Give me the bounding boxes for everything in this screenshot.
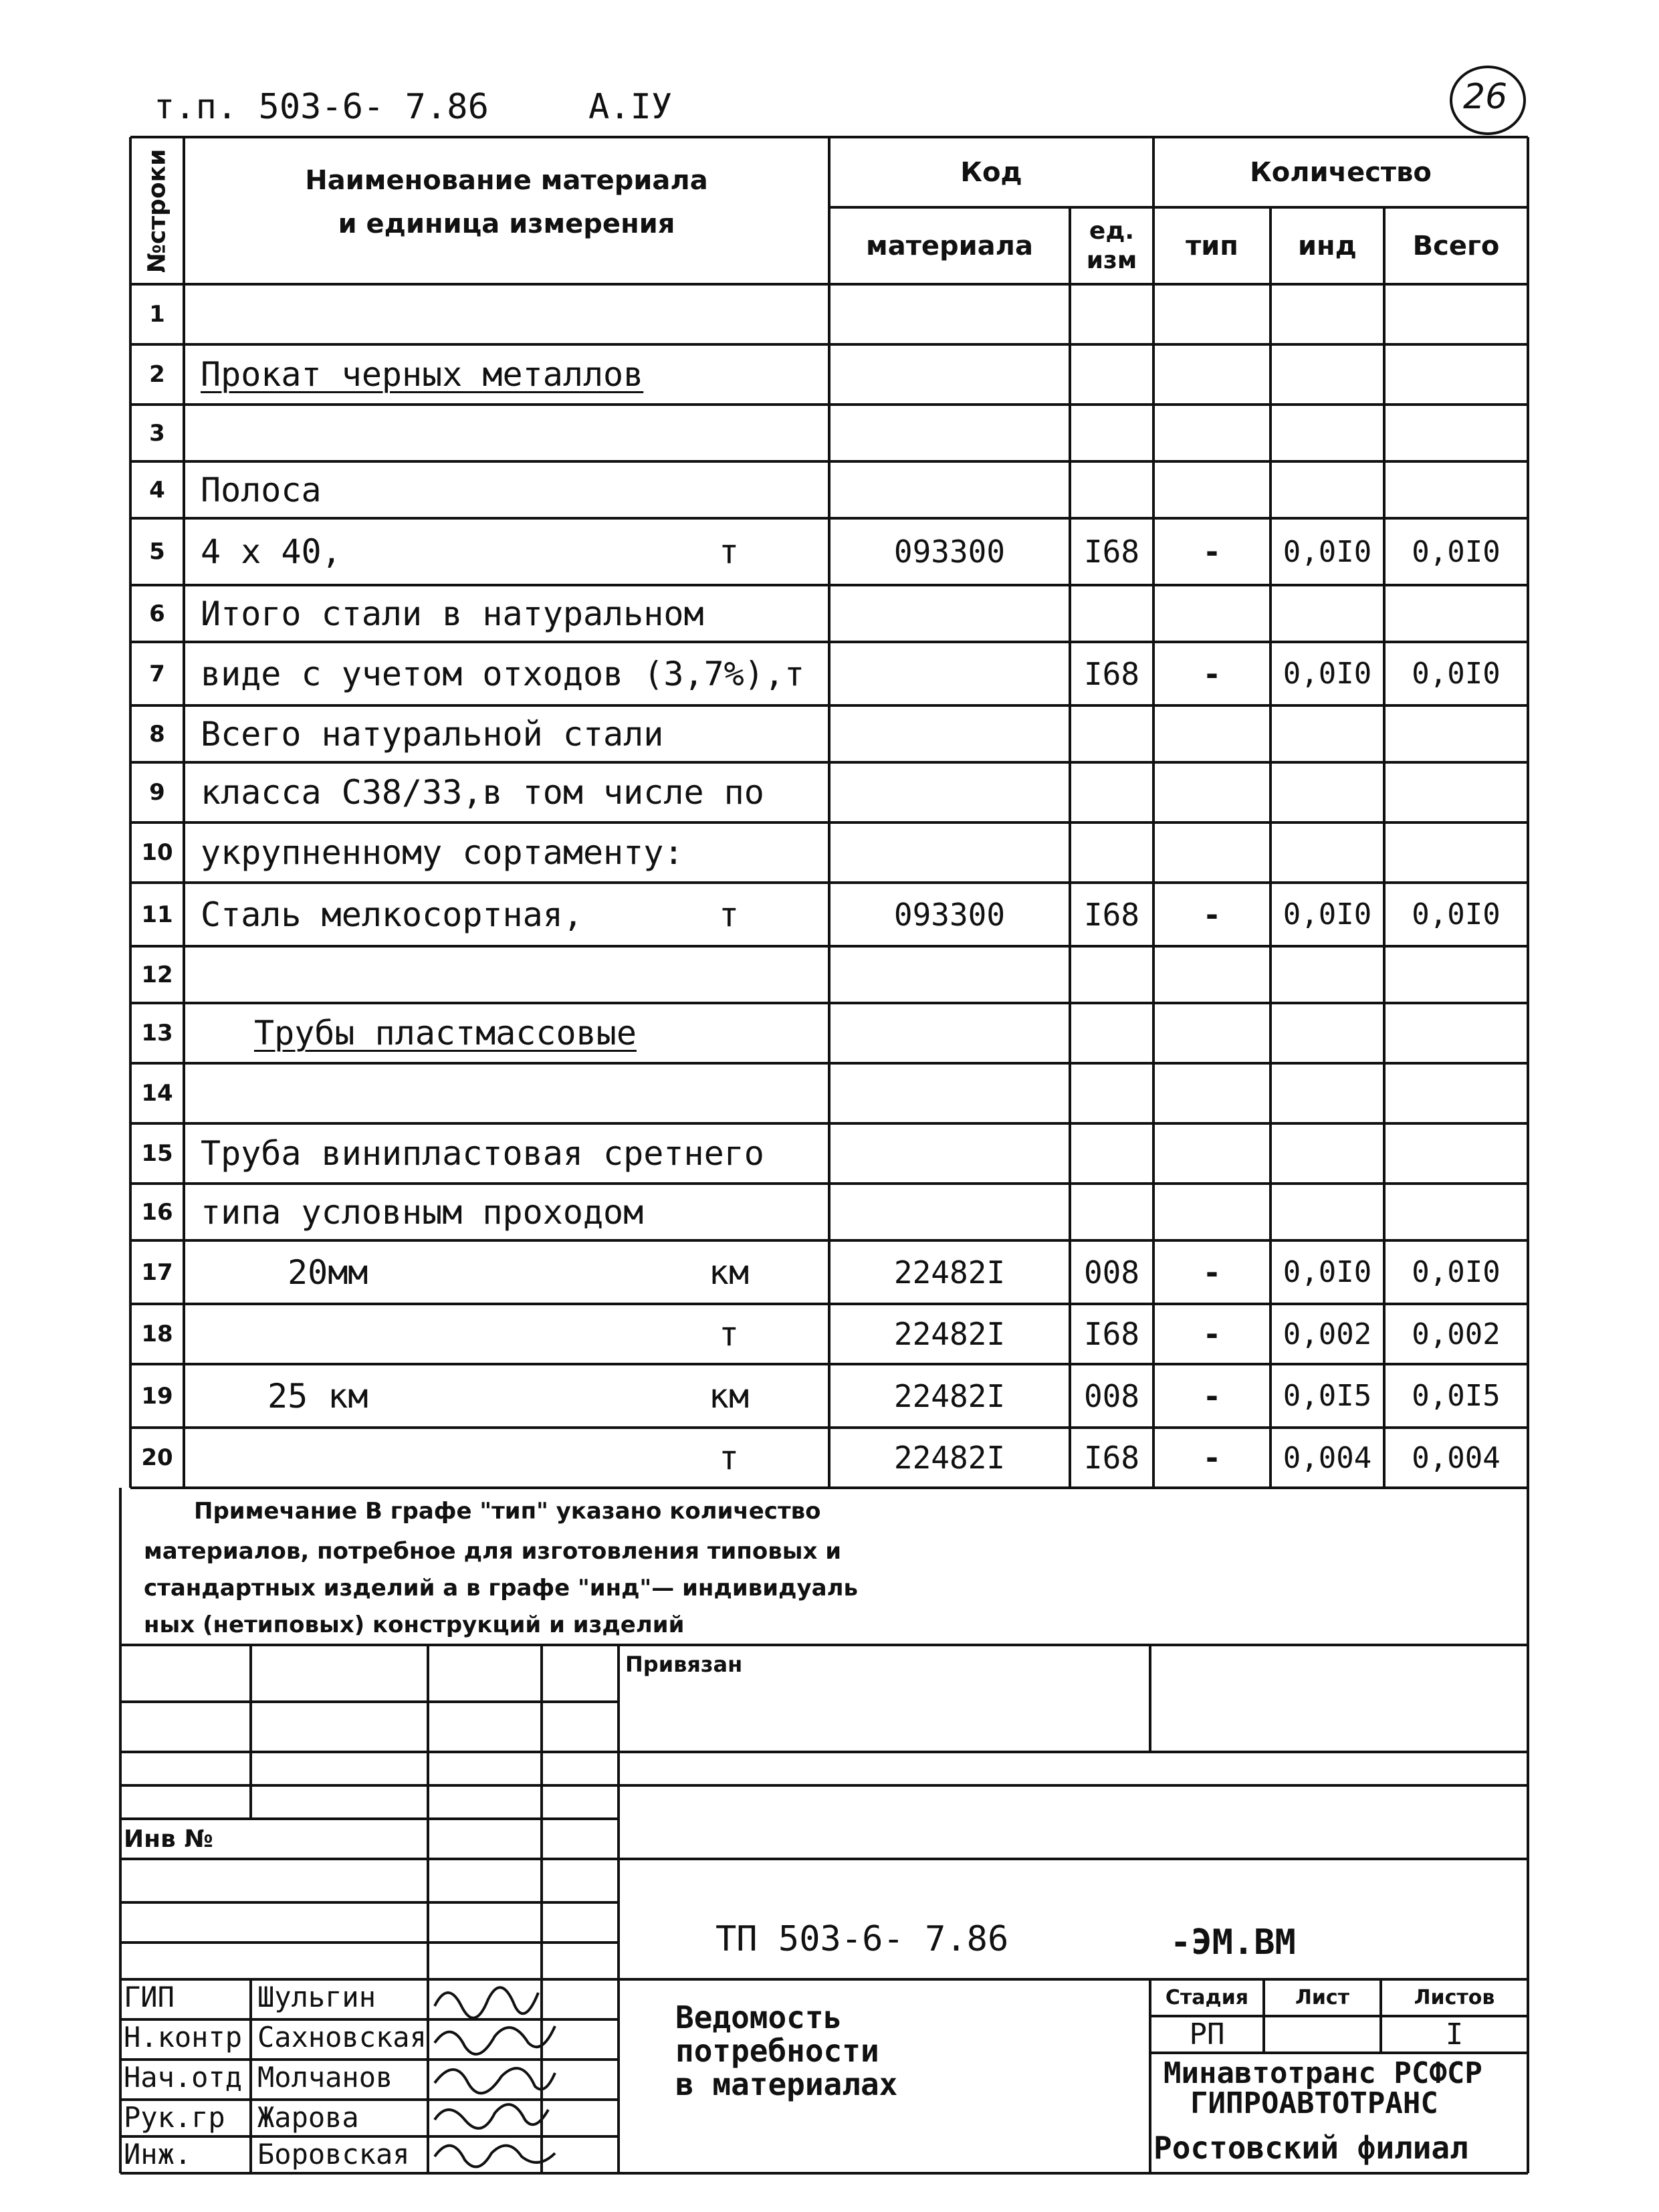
row-number: 19 [141, 1382, 173, 1410]
signature-2 [435, 2026, 555, 2054]
staff-name: Шульгин [257, 1981, 376, 2013]
material-name: Итого стали в натуральном [201, 594, 704, 633]
material-name: укрупненному сортаменту: [201, 833, 684, 872]
material-code: 22482I [893, 1254, 1006, 1291]
material-code [829, 946, 1070, 1003]
qty-type [1153, 461, 1270, 518]
qty-ind [1270, 1123, 1384, 1184]
material-unit-label [682, 946, 776, 1003]
title-line-1: Ведомость [675, 1999, 843, 2035]
qty-type: - [1202, 534, 1222, 570]
material-name: Трубы пластмассовые [254, 1014, 637, 1053]
signature-3 [435, 2068, 555, 2093]
material-unit-label [682, 642, 776, 705]
unit-code [1070, 1063, 1153, 1123]
material-unit-label [682, 1123, 776, 1184]
material-unit-label [682, 762, 776, 822]
unit-code [1070, 705, 1153, 762]
qty-total: 0,004 [1412, 1440, 1501, 1475]
qty-ind [1270, 344, 1384, 405]
qty-total [1384, 461, 1528, 518]
material-name: Труба винипластовая сретнего [201, 1134, 764, 1173]
material-code [829, 284, 1070, 344]
material-code: 22482I [893, 1316, 1006, 1352]
column-header-quantity: Количество [1250, 156, 1432, 188]
row-number: 9 [149, 779, 165, 806]
qty-type: - [1202, 1377, 1222, 1414]
note-line-4: ных (нетиповых) конструкций и изделий [144, 1612, 685, 1638]
material-name: 25 км [267, 1376, 368, 1416]
qty-total [1384, 585, 1528, 642]
material-unit-label: км [708, 1376, 750, 1416]
staff-name: Сахновская [257, 2021, 427, 2054]
row-number: 8 [149, 720, 165, 748]
signature-1 [435, 1987, 538, 2018]
qty-type: - [1202, 1440, 1222, 1476]
unit-code [1070, 284, 1153, 344]
signature-5 [435, 2146, 555, 2167]
material-code [829, 461, 1070, 518]
material-name: 20мм [288, 1252, 368, 1292]
designation: ТП 503-6- 7.86 [715, 1919, 1009, 1959]
column-header-total: Всего [1412, 230, 1500, 261]
material-code: 093300 [893, 534, 1006, 570]
material-code [829, 1184, 1070, 1240]
row-number: 1 [149, 301, 165, 328]
qty-ind [1270, 1184, 1384, 1240]
qty-total [1384, 705, 1528, 762]
material-name: 4 х 40, [201, 532, 342, 571]
material-code [829, 1063, 1070, 1123]
stage-value: РП [1189, 2017, 1225, 2052]
org-line-3: Ростовский филиал [1153, 2130, 1468, 2166]
row-number: 10 [141, 839, 173, 866]
column-header-row-number: №строки [143, 148, 171, 273]
stage-label: Стадия [1165, 1986, 1249, 2009]
staff-name: Молчанов [257, 2061, 393, 2094]
qty-type: - [1202, 1316, 1222, 1352]
unit-code [1070, 405, 1153, 461]
qty-total: 0,002 [1412, 1317, 1501, 1351]
sheet-label: Лист [1295, 1986, 1350, 2009]
material-name: класса С38/33,в том числе по [201, 773, 764, 812]
qty-type [1153, 284, 1270, 344]
qty-type [1153, 585, 1270, 642]
material-unit-label: км [708, 1252, 750, 1292]
staff-role: Рук.гр [124, 2101, 225, 2134]
column-header-ind: инд [1298, 230, 1357, 261]
material-unit-label: т [718, 1315, 740, 1353]
material-name: виде с учетом отходов (3,7%),т [201, 654, 805, 693]
material-name: Полоса [201, 470, 322, 510]
qty-total [1384, 405, 1528, 461]
qty-ind [1270, 405, 1384, 461]
unit-code [1070, 762, 1153, 822]
material-name: типа условным проходом [201, 1192, 644, 1232]
qty-total: 0,0I5 [1412, 1379, 1501, 1413]
unit-code: I68 [1083, 534, 1140, 570]
material-code: 22482I [893, 1440, 1006, 1476]
unit-code [1070, 1184, 1153, 1240]
qty-ind [1270, 705, 1384, 762]
unit-code: I68 [1083, 1316, 1140, 1352]
unit-code [1070, 822, 1153, 883]
material-code [829, 344, 1070, 405]
material-unit-label [682, 1003, 776, 1063]
doc-reference: т.п. 503-6- 7.86 [154, 87, 489, 127]
qty-type [1153, 1003, 1270, 1063]
qty-total [1384, 344, 1528, 405]
material-name: Всего натуральной стали [201, 714, 664, 754]
qty-type: - [1202, 655, 1222, 692]
material-unit-label [682, 461, 776, 518]
staff-role: Инж. [124, 2138, 192, 2171]
row-number: 3 [149, 419, 165, 447]
qty-ind [1270, 822, 1384, 883]
qty-total: 0,0I0 [1412, 897, 1501, 931]
material-unit-label: т [718, 532, 740, 571]
qty-type [1153, 1123, 1270, 1184]
qty-type [1153, 822, 1270, 883]
qty-type [1153, 405, 1270, 461]
unit-code [1070, 344, 1153, 405]
designation-suffix: -ЭМ.ВМ [1170, 1922, 1296, 1963]
row-number: 18 [141, 1321, 173, 1347]
column-header-name-line1: Наименование материала [305, 165, 708, 196]
unit-code: 008 [1083, 1377, 1140, 1414]
unit-code: I68 [1083, 896, 1140, 933]
row-number: 4 [149, 476, 165, 504]
staff-name: Боровская [257, 2138, 410, 2171]
material-code [829, 705, 1070, 762]
material-code [829, 822, 1070, 883]
material-unit-label [682, 405, 776, 461]
material-code [829, 762, 1070, 822]
row-number: 11 [141, 901, 173, 928]
qty-total: 0,0I0 [1412, 534, 1501, 569]
material-code [829, 1123, 1070, 1184]
row-number: 5 [149, 538, 165, 565]
row-number: 16 [141, 1198, 173, 1226]
qty-total [1384, 946, 1528, 1003]
row-number: 13 [141, 1020, 173, 1046]
album-number: А.IУ [588, 87, 673, 127]
org-line-1: Минавтотранс РСФСР [1164, 2056, 1482, 2090]
qty-ind [1270, 946, 1384, 1003]
qty-type [1153, 705, 1270, 762]
inv-number-label: Инв № [124, 1826, 213, 1853]
column-header-unit: ед. изм [1086, 217, 1137, 274]
qty-ind: 0,0I0 [1283, 657, 1372, 691]
qty-ind [1270, 1003, 1384, 1063]
material-code: 22482I [893, 1377, 1006, 1414]
org-line-2: ГИПРОАВТОТРАНС [1190, 2086, 1438, 2120]
page-number: 26 [1463, 77, 1508, 117]
qty-type: - [1202, 1254, 1222, 1291]
material-name: Прокат черных металлов [201, 355, 644, 394]
qty-type: - [1202, 896, 1222, 933]
unit-code [1070, 1003, 1153, 1063]
staff-name: Жарова [257, 2101, 359, 2134]
qty-ind [1270, 762, 1384, 822]
qty-total [1384, 1003, 1528, 1063]
row-number: 15 [141, 1140, 173, 1167]
unit-code [1070, 1123, 1153, 1184]
qty-ind: 0,0I0 [1283, 897, 1372, 931]
material-unit-label [682, 705, 776, 762]
qty-type [1153, 344, 1270, 405]
unit-code: 008 [1083, 1254, 1140, 1291]
material-unit-label: т [718, 1438, 740, 1477]
staff-role: Нач.отд [124, 2061, 243, 2094]
sheets-label: Листов [1414, 1986, 1495, 2009]
qty-ind: 0,0I0 [1283, 1255, 1372, 1289]
unit-code [1070, 461, 1153, 518]
staff-role: ГИП [124, 1981, 175, 2013]
row-number: 7 [149, 660, 165, 687]
signature-4 [435, 2104, 548, 2128]
qty-ind [1270, 284, 1384, 344]
material-code [829, 585, 1070, 642]
qty-total [1384, 1123, 1528, 1184]
qty-ind: 0,004 [1283, 1440, 1372, 1475]
material-unit-label: т [718, 895, 740, 934]
material-code [829, 405, 1070, 461]
qty-type [1153, 1184, 1270, 1240]
privyazan-label: Привязан [625, 1652, 743, 1677]
column-header-material-code: материала [866, 230, 1033, 261]
row-number: 17 [141, 1258, 173, 1286]
column-header-code: Код [960, 156, 1022, 188]
material-unit-label [682, 284, 776, 344]
note-line-2: материалов, потребное для изготовления типовых и [144, 1538, 842, 1565]
title-line-2: потребности [675, 2033, 879, 2069]
row-number: 12 [141, 961, 173, 988]
material-name: Сталь мелкосортная, [201, 895, 583, 934]
staff-role: Н.контр [124, 2021, 243, 2054]
note-line-3: стандартных изделий а в графе "инд"— индивидуаль [144, 1575, 858, 1601]
material-code: 093300 [893, 896, 1006, 933]
column-header-type: тип [1186, 230, 1238, 261]
qty-type [1153, 1063, 1270, 1123]
unit-code: I68 [1083, 655, 1140, 692]
unit-code: I68 [1083, 1440, 1140, 1476]
qty-total [1384, 822, 1528, 883]
qty-total [1384, 762, 1528, 822]
qty-ind: 0,002 [1283, 1317, 1372, 1351]
material-unit-label [682, 585, 776, 642]
qty-ind [1270, 461, 1384, 518]
qty-total [1384, 284, 1528, 344]
material-unit-label [682, 1184, 776, 1240]
qty-ind: 0,0I5 [1283, 1379, 1372, 1413]
qty-type [1153, 762, 1270, 822]
material-code [829, 1003, 1070, 1063]
qty-total [1384, 1184, 1528, 1240]
unit-code [1070, 946, 1153, 1003]
qty-ind [1270, 585, 1384, 642]
qty-ind [1270, 1063, 1384, 1123]
note-line-1: Примечание В графе "тип" указано количество [194, 1498, 821, 1525]
title-line-3: в материалах [675, 2066, 898, 2102]
material-unit-label [682, 344, 776, 405]
row-number: 20 [141, 1444, 173, 1471]
unit-code [1070, 585, 1153, 642]
material-code [829, 642, 1070, 705]
sheet-value [1264, 2016, 1381, 2053]
row-number: 6 [149, 600, 165, 627]
row-number: 14 [141, 1080, 173, 1107]
qty-type [1153, 946, 1270, 1003]
material-unit-label [682, 822, 776, 883]
sheets-value: I [1445, 2017, 1464, 2052]
row-number: 2 [149, 361, 165, 388]
column-header-name-line2: и единица измерения [338, 209, 675, 239]
material-unit-label [682, 1063, 776, 1123]
qty-total [1384, 1063, 1528, 1123]
qty-ind: 0,0I0 [1283, 534, 1372, 569]
qty-total: 0,0I0 [1412, 1255, 1501, 1289]
qty-total: 0,0I0 [1412, 657, 1501, 691]
